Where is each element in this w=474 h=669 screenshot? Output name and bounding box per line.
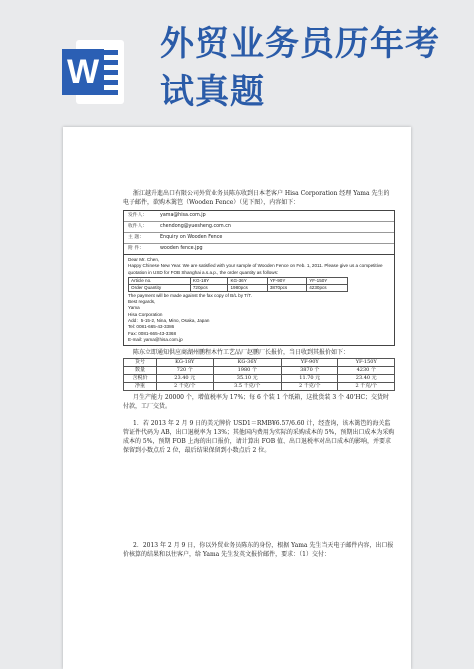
word-document-icon [62, 40, 126, 104]
email-header-label: 发件人： [128, 213, 148, 218]
email-header-value: yama@hisa.com.jp [160, 213, 206, 218]
table-cell: 货号 [124, 359, 157, 367]
price-table-row [124, 383, 395, 391]
email-line: Add：5-15-2, Nina, Mino, Osaka, Japan [128, 318, 210, 324]
table-cell: Article no. [129, 277, 191, 284]
banner-title: 外贸业务员历年考试真题 [160, 24, 440, 112]
email-header-label: 主 题： [128, 235, 144, 240]
table-cell: KG-36Y [213, 359, 281, 367]
order-table-row [129, 277, 348, 284]
table-cell: 720 个 [157, 367, 214, 375]
table-cell: KG-18Y [190, 277, 228, 284]
supplier-note: 月生产能力 20000 个，增值税率为 17%；每 6 个装 1 个纸箱，这批货装 3 个 40'HC；交货时付款，工厂交货。 [123, 394, 390, 411]
email-header-row [124, 211, 394, 222]
price-table-row [124, 359, 395, 367]
email-line: Tel: 0081-665-43-3386 [128, 324, 175, 330]
table-cell: 1980pcs [228, 284, 267, 291]
email-header-value: Enquiry on Wooden Fence [160, 235, 223, 240]
price-table-row [124, 375, 395, 383]
table-cell: 3.5 千克/个 [213, 383, 281, 391]
table-cell: 3870pcs [267, 284, 306, 291]
email-line: Dear Mr. Chen, [128, 257, 160, 262]
price-table-row [124, 367, 395, 375]
table-cell: YF-90Y [281, 359, 338, 367]
table-cell: 含税价 [124, 375, 157, 383]
supplier-intro: 陈东立即通知供应商湖州鹏程木竹工艺品厂赵鹏厂长报价，当日收到其报价如下： [133, 349, 350, 357]
table-cell: YF-150Y [338, 359, 395, 367]
email-line: The payment will be made against the fax copy of B/L by T/T. [128, 292, 252, 298]
table-cell: 3870 个 [281, 367, 338, 375]
email-line: Yama [128, 305, 140, 311]
email-line: Fax: 0081-665-43-3368 [128, 330, 177, 336]
word-icon-letter: W [62, 49, 104, 95]
table-cell: 720pcs [190, 284, 228, 291]
email-line: Hisa Corporation [128, 311, 163, 317]
table-cell: 2 千克/个 [338, 383, 395, 391]
document-body [123, 189, 395, 559]
table-cell: 11.70 元 [281, 375, 338, 383]
table-cell: KG-36Y [228, 277, 267, 284]
table-cell: YF-90Y [267, 277, 306, 284]
table-cell: 4230 个 [338, 367, 395, 375]
email-header-row [124, 222, 394, 233]
table-cell: YF-150Y [307, 277, 348, 284]
email-line: Happy Chinese New Year. We are satisfied with your sample of Wooden Fence on Feb. 1, 2011. Please give us a competitive quotation in USD for FOB Shanghai a.s.a.p., the order quantity as follows: [128, 263, 383, 275]
table-cell: 净重 [124, 383, 157, 391]
question-2: 2．2013 年 2 月 9 日，你以外贸业务员陈东的身份，根据 Yama 先生当天电子邮件内容，出口报价核算的结果和以往客户，给 Yama 先生发英文报价邮件，要求：（1）交付： [123, 542, 394, 559]
table-cell: 35.10 元 [213, 375, 281, 383]
table-cell: Order Quantity [129, 284, 191, 291]
table-cell: 23.40 元 [157, 375, 214, 383]
email-line: Best regards, [128, 299, 156, 305]
email-header-label: 收件人： [128, 224, 148, 229]
question-1: 1．若 2013 年 2 月 9 日的美元牌价 USD1＝RMB¥6.57/6.60 计，经查询，该木篱笆的海关监管证件代码为 AB，出口退税率为 13%；其他国内费用为实际的采购成本的 5%，预期出口成本为采购成本的 5%，预期 FOB 上海的出口报价，请计算出 FOB 值、出口退税率对出口成本的影响，并要求保留到小数点后 2 位，最后结果保留到小数点后 2 位。 [123, 420, 395, 455]
email-line: E-mail: yama@hisa.com.jp [128, 336, 183, 342]
order-quantity-table [128, 277, 348, 292]
table-cell: KG-18Y [157, 359, 214, 367]
email-body-bottom [128, 293, 390, 343]
table-cell: 23.40 元 [338, 375, 395, 383]
email-headers [124, 211, 394, 254]
email-header-label: 附 件： [128, 246, 144, 251]
table-cell: 1980 个 [213, 367, 281, 375]
supplier-price-table [123, 358, 395, 391]
email-header-value: chendong@yuesheng.com.cn [160, 224, 231, 229]
table-cell: 2 千克/个 [281, 383, 338, 391]
order-table-row [129, 284, 348, 291]
intro-paragraph: 浙江越升進出口有限公司外贸业务员陈东收到日本老客户 Hisa Corporation 经理 Yama 先生的电子邮件，欲购木篱笆（Wooden Fence）（见下图），内容如下： [123, 190, 390, 206]
email-header-row [124, 244, 394, 254]
email-header-row [124, 233, 394, 244]
email-header-value: wooden fence.jpg [160, 246, 203, 251]
email-box [123, 210, 395, 346]
document-page [63, 127, 411, 669]
email-body [124, 254, 394, 345]
email-body-top [128, 257, 390, 276]
table-cell: 4230pcs [307, 284, 348, 291]
table-cell: 数量 [124, 367, 157, 375]
table-cell: 2 千克/个 [157, 383, 214, 391]
